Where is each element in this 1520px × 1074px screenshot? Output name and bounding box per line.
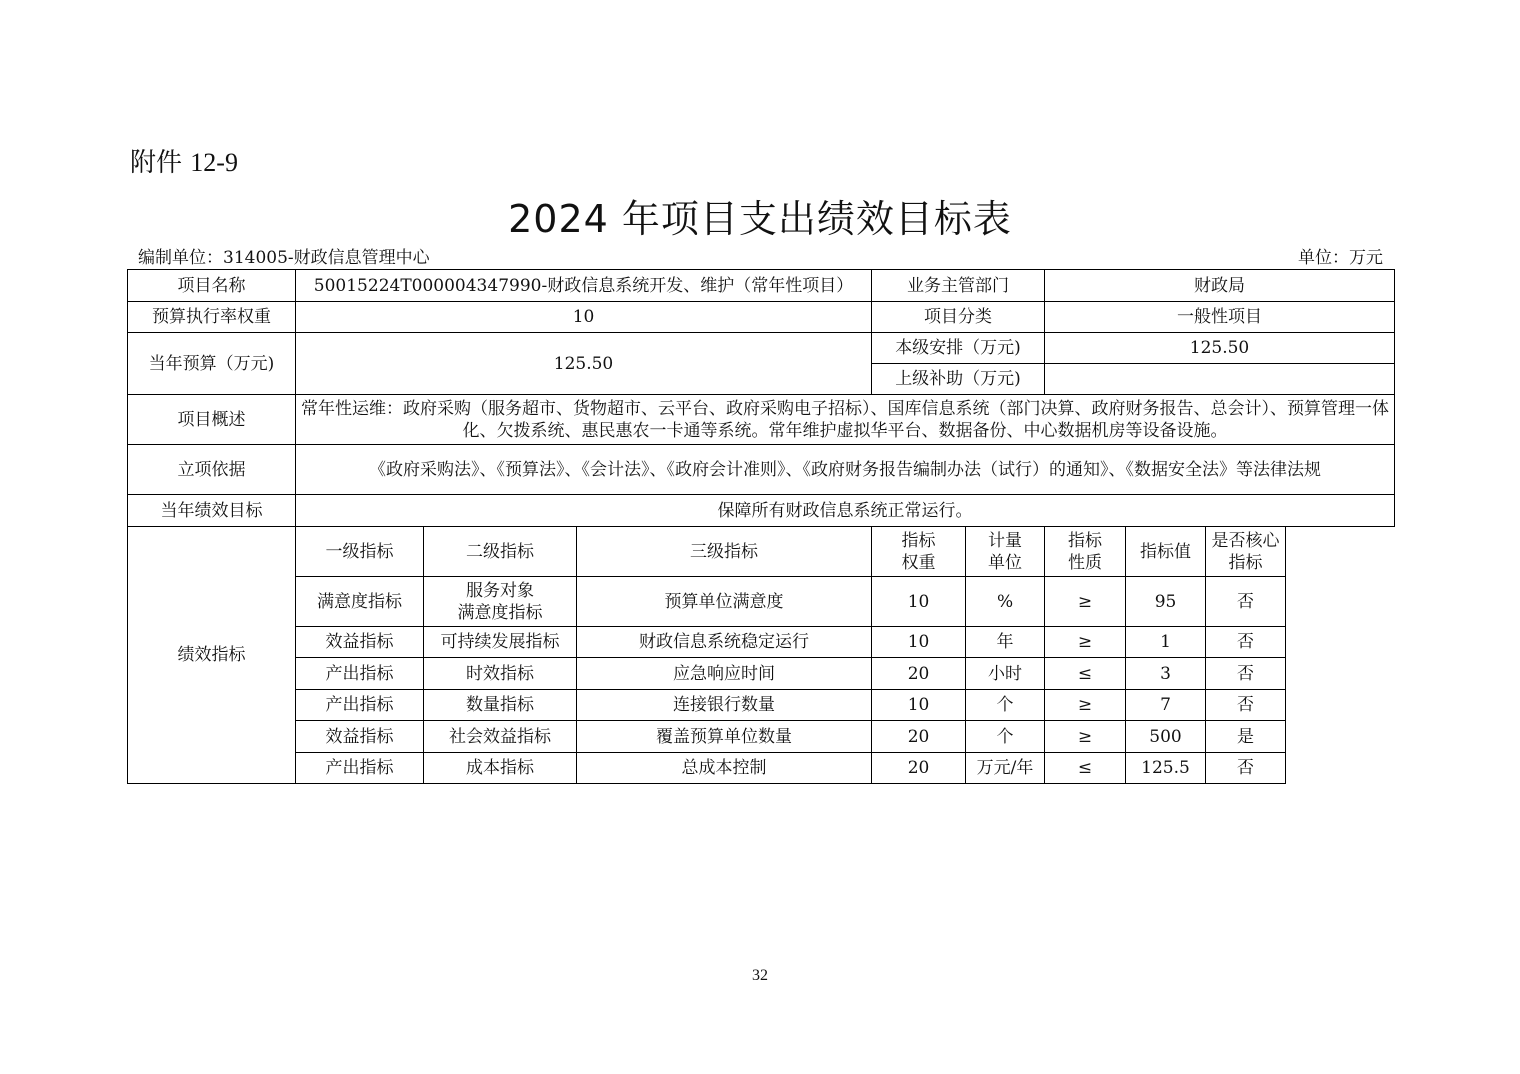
row-nature: ≤ <box>1045 658 1126 690</box>
row-nature: ≤ <box>1045 753 1126 784</box>
upper-subsidy-value <box>1045 364 1395 395</box>
header-level3: 三级指标 <box>577 527 872 577</box>
row-value: 7 <box>1126 690 1206 721</box>
page-number: 32 <box>752 967 768 984</box>
row-level3: 连接银行数量 <box>577 690 872 721</box>
unit-label: 单位：万元 <box>1298 248 1383 268</box>
weight-label: 预算执行率权重 <box>128 302 296 333</box>
performance-table <box>127 269 1395 784</box>
row-weight: 20 <box>872 721 966 753</box>
goal-label: 当年绩效目标 <box>128 495 296 527</box>
indicator-header-row <box>128 527 1395 577</box>
project-name-label: 项目名称 <box>128 270 296 302</box>
header-level2: 二级指标 <box>424 527 577 577</box>
row-unit: 万元/年 <box>966 753 1045 784</box>
weight-value: 10 <box>296 302 872 333</box>
dept-value: 财政局 <box>1045 270 1395 302</box>
row-level2: 服务对象 满意度指标 <box>424 577 577 627</box>
table-row <box>128 627 1395 658</box>
row-level1: 效益指标 <box>296 627 424 658</box>
header-unit: 计量 单位 <box>966 527 1045 577</box>
category-label: 项目分类 <box>872 302 1045 333</box>
table-row <box>128 753 1395 784</box>
budget-label: 当年预算（万元) <box>128 333 296 395</box>
row-unit: 小时 <box>966 658 1045 690</box>
row-weight: 10 <box>872 577 966 627</box>
header-core: 是否核心 指标 <box>1206 527 1286 577</box>
dept-label: 业务主管部门 <box>872 270 1045 302</box>
basis-value: 《政府采购法》、《预算法》、《会计法》、《政府会计准则》、《政府财务报告编制办法（试行）的通知》、《数据安全法》等法律法规 <box>296 445 1395 495</box>
header-nature: 指标 性质 <box>1045 527 1126 577</box>
row-level2: 时效指标 <box>424 658 577 690</box>
attachment-label <box>130 142 238 179</box>
row-level1: 产出指标 <box>296 690 424 721</box>
header-weight: 指标 权重 <box>872 527 966 577</box>
row-nature: ≥ <box>1045 721 1126 753</box>
row-value: 1 <box>1126 627 1206 658</box>
prepared-by: 编制单位：314005-财政信息管理中心 <box>138 248 430 268</box>
basis-label: 立项依据 <box>128 445 296 495</box>
row-core: 是 <box>1206 721 1286 753</box>
row-level2: 可持续发展指标 <box>424 627 577 658</box>
row-value: 95 <box>1126 577 1206 627</box>
goal-value: 保障所有财政信息系统正常运行。 <box>296 495 1395 527</box>
attachment-number: 12-9 <box>190 148 238 177</box>
row-unit: 年 <box>966 627 1045 658</box>
row-nature: ≥ <box>1045 627 1126 658</box>
row-core: 否 <box>1206 753 1286 784</box>
row-level3: 预算单位满意度 <box>577 577 872 627</box>
row-level1: 产出指标 <box>296 753 424 784</box>
row-level1: 效益指标 <box>296 721 424 753</box>
row-weight: 20 <box>872 753 966 784</box>
row-level3: 应急响应时间 <box>577 658 872 690</box>
local-budget-value: 125.50 <box>1045 333 1395 364</box>
indicators-section-label: 绩效指标 <box>128 527 296 784</box>
row-core: 否 <box>1206 627 1286 658</box>
row-unit: 个 <box>966 721 1045 753</box>
overview-value: 常年性运维：政府采购（服务超市、货物超市、云平台、政府采购电子招标）、国库信息系统（部门决算、政府财务报告、总会计）、预算管理一体化、欠拨系统、惠民惠农一卡通等系统。常年维护虚拟华平台、数据备份、中心数据机房等设备设施。 <box>296 395 1395 445</box>
row-level2: 社会效益指标 <box>424 721 577 753</box>
row-level3: 财政信息系统稳定运行 <box>577 627 872 658</box>
row-weight: 10 <box>872 627 966 658</box>
row-nature: ≥ <box>1045 577 1126 627</box>
row-value: 500 <box>1126 721 1206 753</box>
row-level3: 覆盖预算单位数量 <box>577 721 872 753</box>
page-title: 2024 年项目支出绩效目标表 <box>508 197 1012 241</box>
row-unit: 个 <box>966 690 1045 721</box>
row-level2: 成本指标 <box>424 753 577 784</box>
row-core: 否 <box>1206 690 1286 721</box>
budget-value: 125.50 <box>296 333 872 395</box>
header-value: 指标值 <box>1126 527 1206 577</box>
local-budget-label: 本级安排（万元) <box>872 333 1045 364</box>
table-row <box>128 577 1395 627</box>
row-nature: ≥ <box>1045 690 1126 721</box>
row-level1: 满意度指标 <box>296 577 424 627</box>
row-value: 3 <box>1126 658 1206 690</box>
table-row <box>128 690 1395 721</box>
row-unit: % <box>966 577 1045 627</box>
row-level1: 产出指标 <box>296 658 424 690</box>
row-core: 否 <box>1206 577 1286 627</box>
row-value: 125.5 <box>1126 753 1206 784</box>
category-value: 一般性项目 <box>1045 302 1395 333</box>
row-weight: 20 <box>872 658 966 690</box>
header-level1: 一级指标 <box>296 527 424 577</box>
attachment-prefix: 附件 <box>130 148 183 178</box>
overview-label: 项目概述 <box>128 395 296 445</box>
row-level2: 数量指标 <box>424 690 577 721</box>
table-row <box>128 658 1395 690</box>
project-name-value: 50015224T000004347990-财政信息系统开发、维护（常年性项目） <box>296 270 872 302</box>
row-weight: 10 <box>872 690 966 721</box>
row-core: 否 <box>1206 658 1286 690</box>
upper-subsidy-label: 上级补助（万元) <box>872 364 1045 395</box>
row-level3: 总成本控制 <box>577 753 872 784</box>
table-row <box>128 721 1395 753</box>
